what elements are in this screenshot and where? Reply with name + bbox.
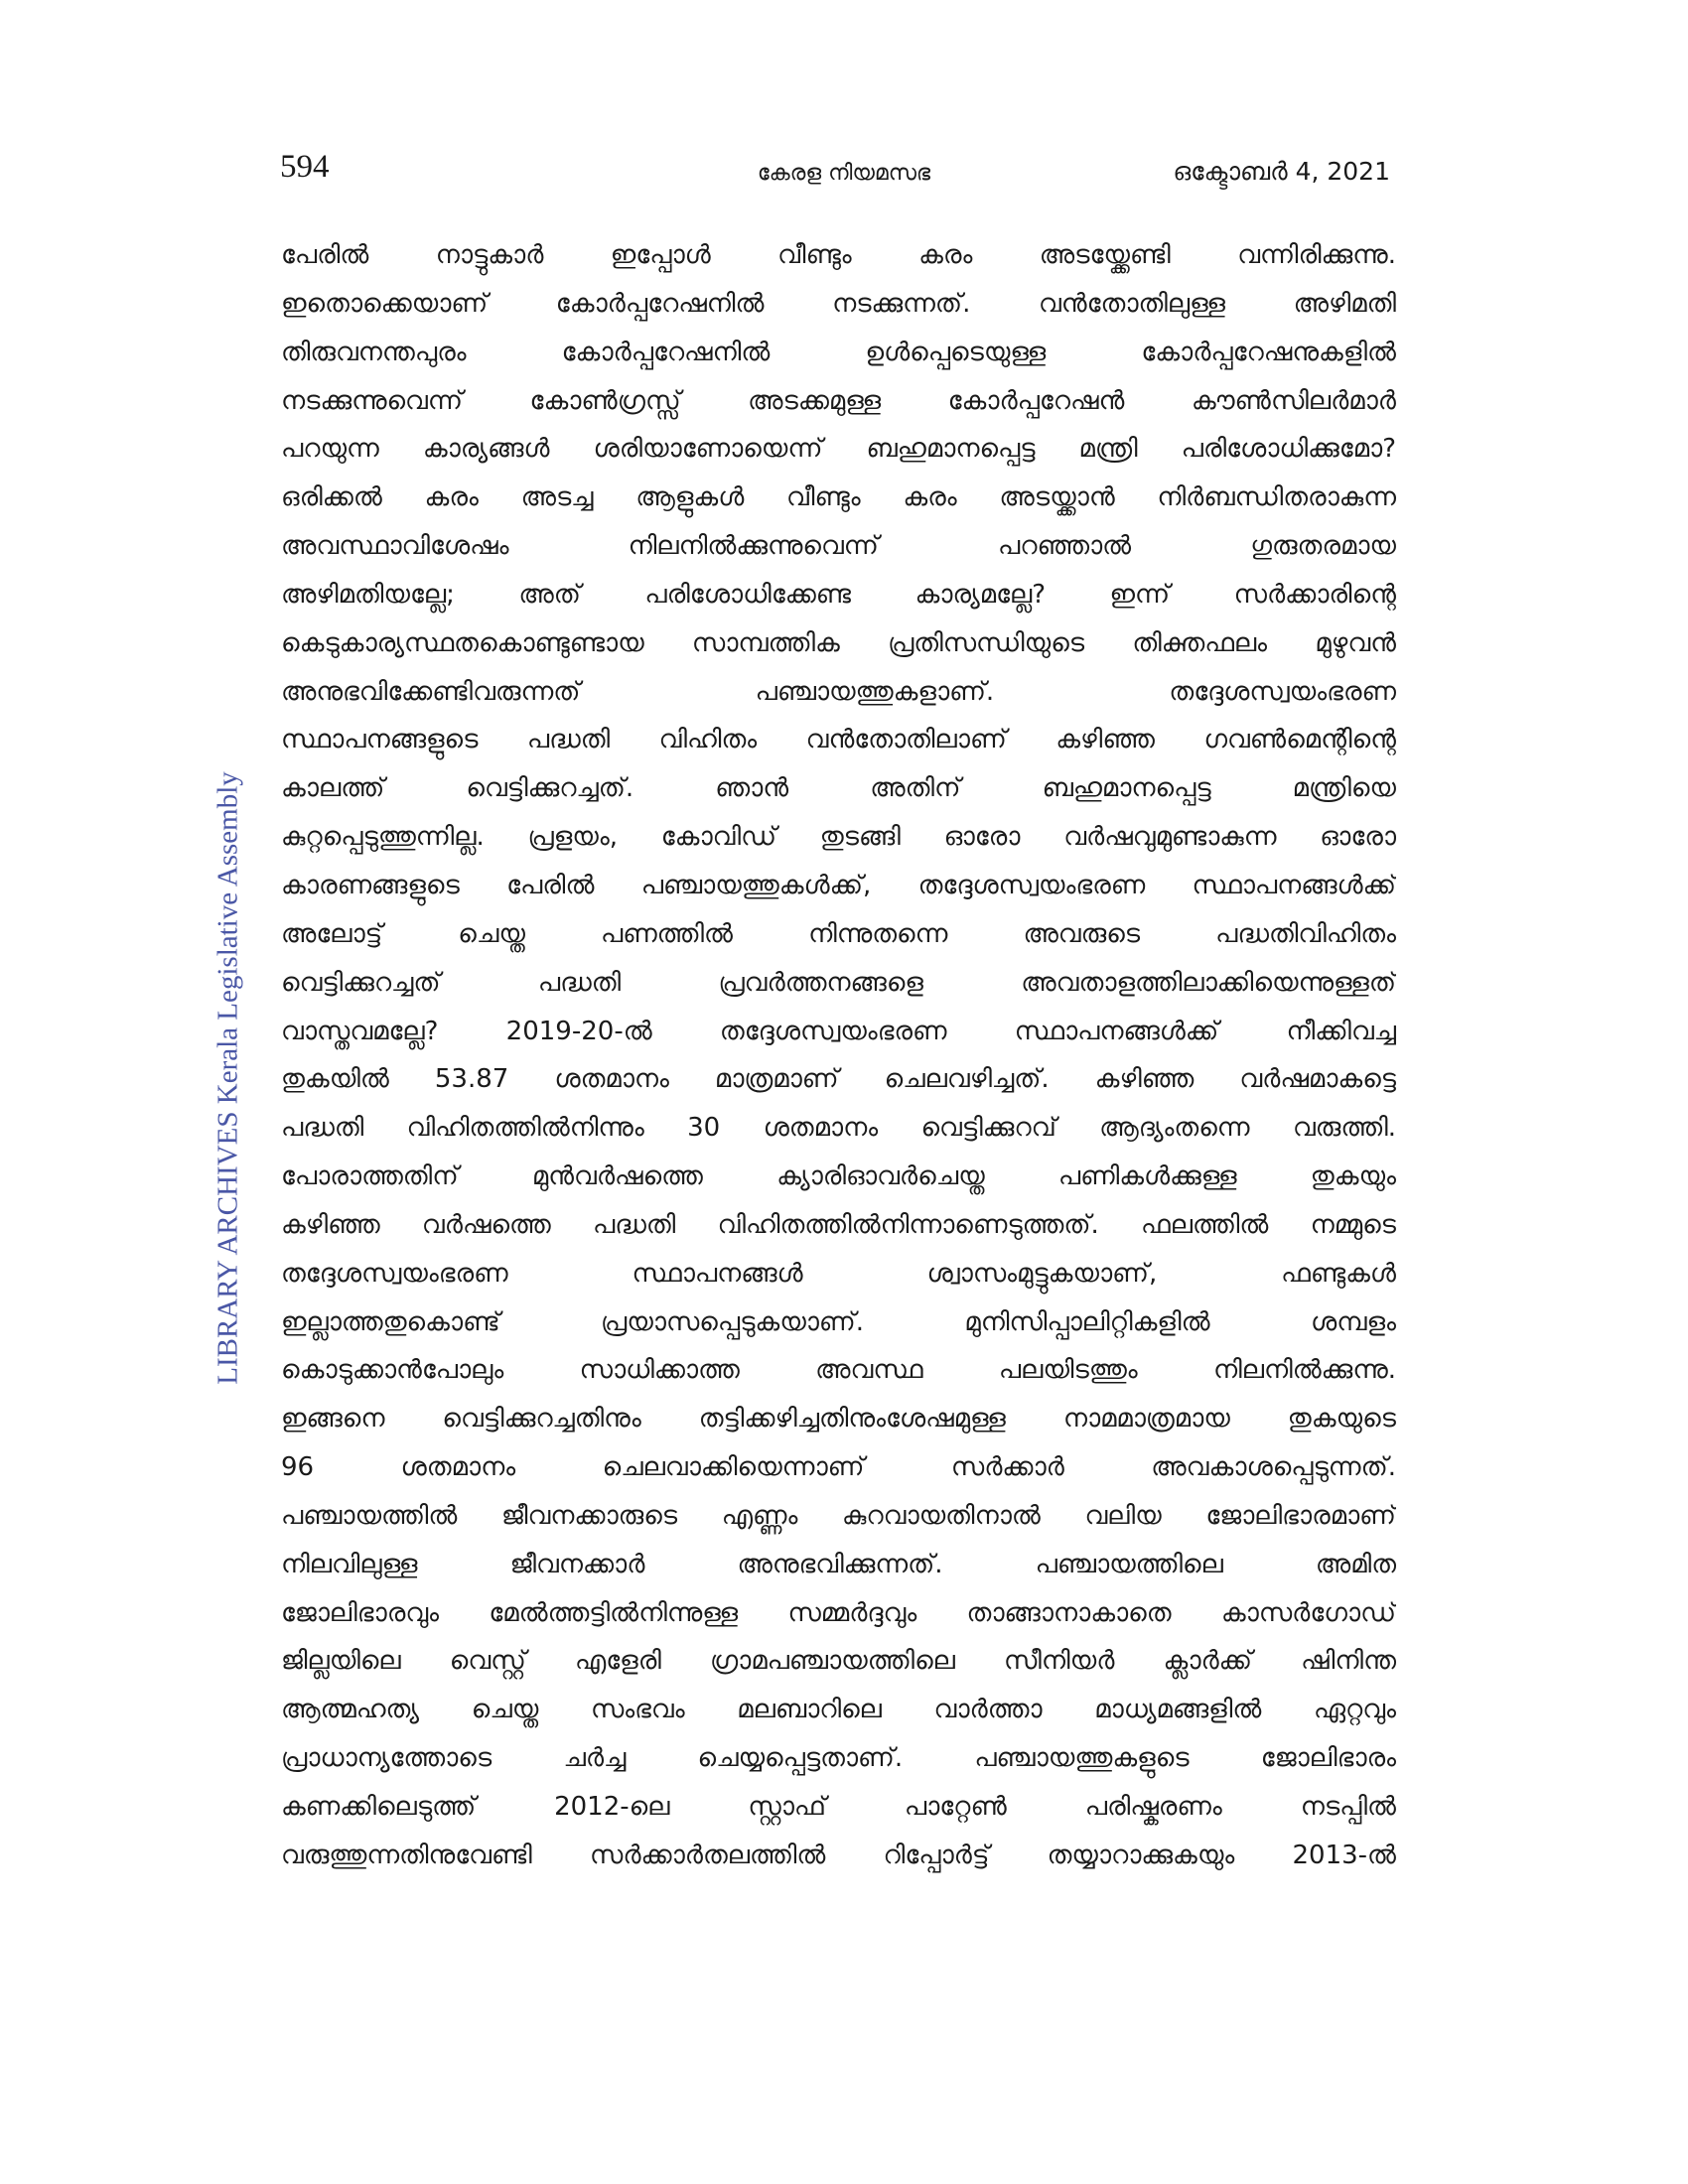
- page-header: [0, 149, 1688, 208]
- text-line: വെട്ടിക്കുറച്ചത് പദ്ധതി പ്രവർത്തനങ്ങളെ അവതാളത്തിലാക്കിയെന്നുള്ളത്: [281, 967, 1396, 998]
- header-date: ഒക്ടോബർ 4, 2021: [1173, 157, 1390, 186]
- text-line: അനുഭവിക്കേണ്ടിവരുന്നത് പഞ്ചായത്തുകളാണ്. തദ്ദേശസ്വയംഭരണ: [281, 676, 1396, 707]
- text-line: സ്ഥാപനങ്ങളുടെ പദ്ധതി വിഹിതം വൻതോതിലാണ് കഴിഞ്ഞ ഗവൺമെന്റിന്റെ: [281, 725, 1396, 755]
- text-line: അവസ്ഥാവിശേഷം നിലനിൽക്കുന്നുവെന്ന് പറഞ്ഞാൽ ഗുരുതരമായ: [281, 531, 1396, 562]
- text-line: പേരിൽ നാട്ടുകാർ ഇപ്പോൾ വീണ്ടും കരം അടയ്ക്കേണ്ടി വന്നിരിക്കുന്നു.: [281, 240, 1396, 270]
- text-line: ഇങ്ങനെ വെട്ടിക്കുറച്ചതിനും തട്ടിക്കഴിച്ചതിനുംശേഷമുള്ള നാമമാത്രമായ തുകയുടെ: [281, 1404, 1396, 1434]
- text-line: തിരുവനന്തപുരം കോർപ്പറേഷനിൽ ഉൾപ്പെടെയുള്ള കോർപ്പറേഷനുകളിൽ: [281, 337, 1396, 367]
- text-line: കെടുകാര്യസ്ഥതകൊണ്ടുണ്ടായ സാമ്പത്തിക പ്രതിസന്ധിയുടെ തിക്തഫലം മുഴുവൻ: [281, 627, 1396, 658]
- text-line: പഞ്ചായത്തിൽ ജീവനക്കാരുടെ എണ്ണം കുറവായതിനാൽ വലിയ ജോലിഭാരമാണ്: [281, 1500, 1396, 1531]
- text-line: ഒരിക്കൽ കരം അടച്ച ആളുകൾ വീണ്ടും കരം അടയ്ക്കാൻ നിർബന്ധിതരാകുന്ന: [281, 482, 1396, 513]
- text-line: അലോട്ട് ചെയ്ത പണത്തിൽ നിന്നുതന്നെ അവരുടെ പദ്ധതിവിഹിതം: [281, 918, 1396, 949]
- text-line: പറയുന്ന കാര്യങ്ങൾ ശരിയാണോയെന്ന് ബഹുമാനപ്പെട്ട മന്ത്രി പരിശോധിക്കുമോ?: [281, 434, 1396, 465]
- text-line: കണക്കിലെടുത്ത് 2012-ലെ സ്റ്റാഫ് പാറ്റേൺ പരിഷ്കരണം നടപ്പിൽ: [281, 1792, 1396, 1822]
- text-line: നിലവിലുള്ള ജീവനക്കാർ അനുഭവിക്കുന്നത്. പഞ്ചായത്തിലെ അമിത: [281, 1549, 1396, 1579]
- text-line: ഇതൊക്കെയാണ് കോർപ്പറേഷനിൽ നടക്കുന്നത്. വൻതോതിലുള്ള അഴിമതി: [281, 288, 1396, 319]
- text-line: ആത്മഹത്യ ചെയ്ത സംഭവം മലബാറിലെ വാർത്താ മാധ്യമങ്ങളിൽ ഏറ്റവും: [281, 1695, 1396, 1725]
- text-line: കാലത്ത് വെട്ടിക്കുറച്ചത്. ഞാൻ അതിന് ബഹുമാനപ്പെട്ട മന്ത്രിയെ: [281, 773, 1396, 804]
- text-line: കഴിഞ്ഞ വർഷത്തെ പദ്ധതി വിഹിതത്തിൽനിന്നാണെടുത്തത്. ഫലത്തിൽ നമ്മുടെ: [281, 1209, 1396, 1240]
- text-line: അഴിമതിയല്ലേ; അത് പരിശോധിക്കേണ്ട കാര്യമല്ലേ? ഇന്ന് സർക്കാരിന്റെ: [281, 579, 1396, 610]
- running-title: കേരള നിയമസഭ: [757, 161, 931, 186]
- text-line: തുകയിൽ 53.87 ശതമാനം മാത്രമാണ് ചെലവഴിച്ചത്. കഴിഞ്ഞ വർഷമാകട്ടെ: [281, 1064, 1396, 1095]
- text-line: തദ്ദേശസ്വയംഭരണ സ്ഥാപനങ്ങൾ ശ്വാസംമുട്ടുകയാണ്, ഫണ്ടുകൾ: [281, 1258, 1396, 1289]
- text-line: 96 ശതമാനം ചെലവാക്കിയെന്നാണ് സർക്കാർ അവകാശപ്പെടുന്നത്.: [281, 1452, 1396, 1483]
- archive-watermark: LIBRARY ARCHIVES Kerala Legislative Assembly: [211, 771, 244, 1385]
- text-line: കൊടുക്കാൻപോലും സാധിക്കാത്ത അവസ്ഥ പലയിടത്തും നിലനിൽക്കുന്നു.: [281, 1355, 1396, 1386]
- text-line: ജില്ലയിലെ വെസ്റ്റ് എളേരി ഗ്രാമപഞ്ചായത്തിലെ സീനിയർ ക്ലാർക്ക് ഷിനിന്ത: [281, 1646, 1396, 1677]
- body-text: [281, 231, 1396, 1880]
- text-line: പ്രാധാന്യത്തോടെ ചർച്ച ചെയ്യപ്പെട്ടതാണ്. പഞ്ചായത്തുകളുടെ ജോലിഭാരം: [281, 1743, 1396, 1774]
- text-line: വാസ്തവമല്ലേ? 2019-20-ൽ തദ്ദേശസ്വയംഭരണ സ്ഥാപനങ്ങൾക്ക് നീക്കിവച്ച: [281, 1016, 1396, 1046]
- text-line: പദ്ധതി വിഹിതത്തിൽനിന്നും 30 ശതമാനം വെട്ടിക്കുറവ് ആദ്യംതന്നെ വരുത്തി.: [281, 1113, 1396, 1144]
- text-line: കുറ്റപ്പെടുത്തുന്നില്ല. പ്രളയം, കോവിഡ് തുടങ്ങി ഓരോ വർഷവുമുണ്ടാകുന്ന ഓരോ: [281, 822, 1396, 853]
- text-line: നടക്കുന്നുവെന്ന് കോൺഗ്രസ്സ് അടക്കമുള്ള കോർപ്പറേഷൻ കൗൺസിലർമാർ: [281, 385, 1396, 416]
- text-line: ജോലിഭാരവും മേൽത്തട്ടിൽനിന്നുള്ള സമ്മർദ്ദവും താങ്ങാനാകാതെ കാസർഗോഡ്: [281, 1597, 1396, 1628]
- text-line: ഇല്ലാത്തതുകൊണ്ട് പ്രയാസപ്പെടുകയാണ്. മുനിസിപ്പാലിറ്റികളിൽ ശമ്പളം: [281, 1306, 1396, 1337]
- page-number: 594: [280, 149, 330, 185]
- text-line: കാരണങ്ങളുടെ പേരിൽ പഞ്ചായത്തുകൾക്ക്, തദ്ദേശസ്വയംഭരണ സ്ഥാപനങ്ങൾക്ക്: [281, 870, 1396, 900]
- text-line: വരുത്തുന്നതിനുവേണ്ടി സർക്കാർതലത്തിൽ റിപ്പോർട്ട് തയ്യാറാക്കുകയും 2013-ൽ: [281, 1840, 1396, 1870]
- text-line: പോരാത്തതിന് മുൻവർഷത്തെ ക്യാരിഓവർചെയ്ത പണികൾക്കുള്ള തുകയും: [281, 1161, 1396, 1192]
